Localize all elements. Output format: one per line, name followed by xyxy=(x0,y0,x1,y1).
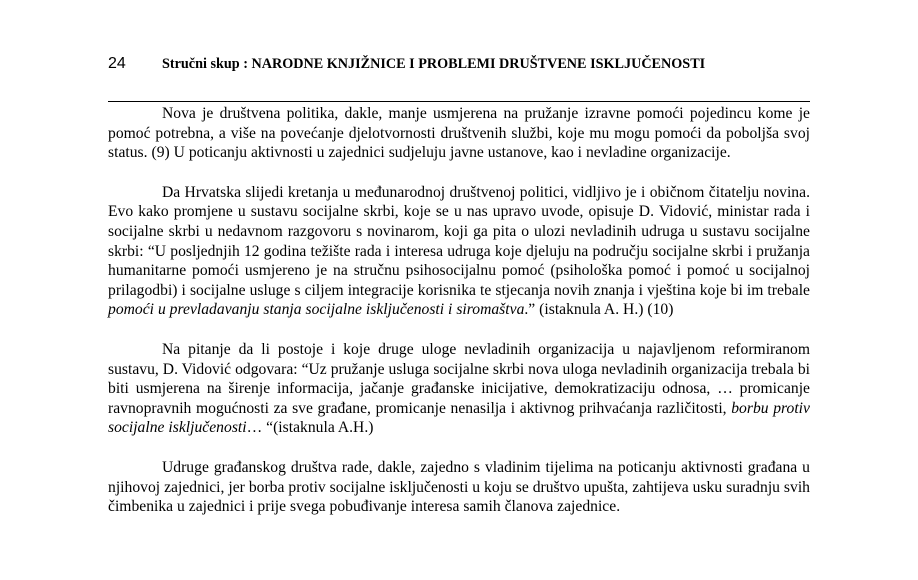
header-divider xyxy=(108,101,810,102)
paragraph-4 xyxy=(108,458,810,517)
paragraph-2 xyxy=(108,183,810,320)
paragraph-3 xyxy=(108,340,810,438)
paragraph-2-text: Da Hrvatska slijedi kretanja u međunarodnoj društvenoj politici, vidljivo je i običnom čitatelju novina. Evo kako promjene u sustavu socijalne skrbi, koje se u nas upravo uvode, opisuje D. Vidović, ministar rada i socijalne skrbi u nedavnom razgovoru s novinarom, koji ga pita o ulozi nevladinih udruga u sustavu socijalne skrbi: “U posljednjih 12 godina težište rada i interesa udruga koje djeluju na području socijalne skrbi i pružanja humanitarne pomoći usmjereno je na stručnu psihosocijalnu pomoć (psihološka pomoć i pomoć u socijalnoj prilagodbi) i socijalne usluge s ciljem integracije korisnika te stjecanja novih znanja i vještina koje bi im trebale xyxy=(108,183,810,299)
paragraph-4-text: Udruge građanskog društva rade, dakle, zajedno s vladinim tijelima na poticanju aktivnosti građana u njihovoj zajednici, jer borba protiv socijalne isključenosti u koju se društvo upušta, zahtijeva usku suradnju svih čimbenika u zajednici i prije svega pobuđivanje interesa samih članova zajednice. xyxy=(108,458,810,516)
paragraph-3-citation: … “(istaknula A.H.) xyxy=(246,419,374,437)
body-text xyxy=(108,104,810,537)
running-title: Stručni skup : NARODNE KNJIŽNICE I PROBLEMI DRUŠTVENE ISKLJUČENOSTI xyxy=(162,56,706,72)
paragraph-1 xyxy=(108,104,810,163)
paragraph-2-emphasis: pomoći u prevladavanju stanja socijalne isključenosti i siromaštva xyxy=(108,301,525,319)
page-number: 24 xyxy=(108,55,126,72)
paragraph-1-text: Nova je društvena politika, dakle, manje usmjerena na pružanje izravne pomoći pojedincu kome je pomoć potrebna, a više na povećanje djelotvornosti društvenih službi, koje mu mogu pomoći da poboljša svoj status. (9) U poticanju aktivnosti u zajednici sudjeluju javne ustanove, kao i nevladine organizacije. xyxy=(108,105,810,162)
paragraph-3-emphasis: borbu protiv socijalne isključenosti xyxy=(108,399,810,437)
paragraph-2-citation: .” (istaknula A. H.) (10) xyxy=(524,301,674,319)
paragraph-3-text: Na pitanje da li postoje i koje druge uloge nevladinih organizacija u najavljenom reformiranom sustavu, D. Vidović odgovara: “Uz pružanje usluga socijalne skrbi nova uloga nevladinih organizacija trebala bi biti usmjerena na širenje informacija, jačanje građanske inicijative, demokratizaciju odnosa, … promicanje ravnopravnih mogućnosti za sve građane, promicanje nenasilja i aktivnog prihvaćanja različitosti, xyxy=(108,340,810,417)
page-header xyxy=(108,54,808,76)
